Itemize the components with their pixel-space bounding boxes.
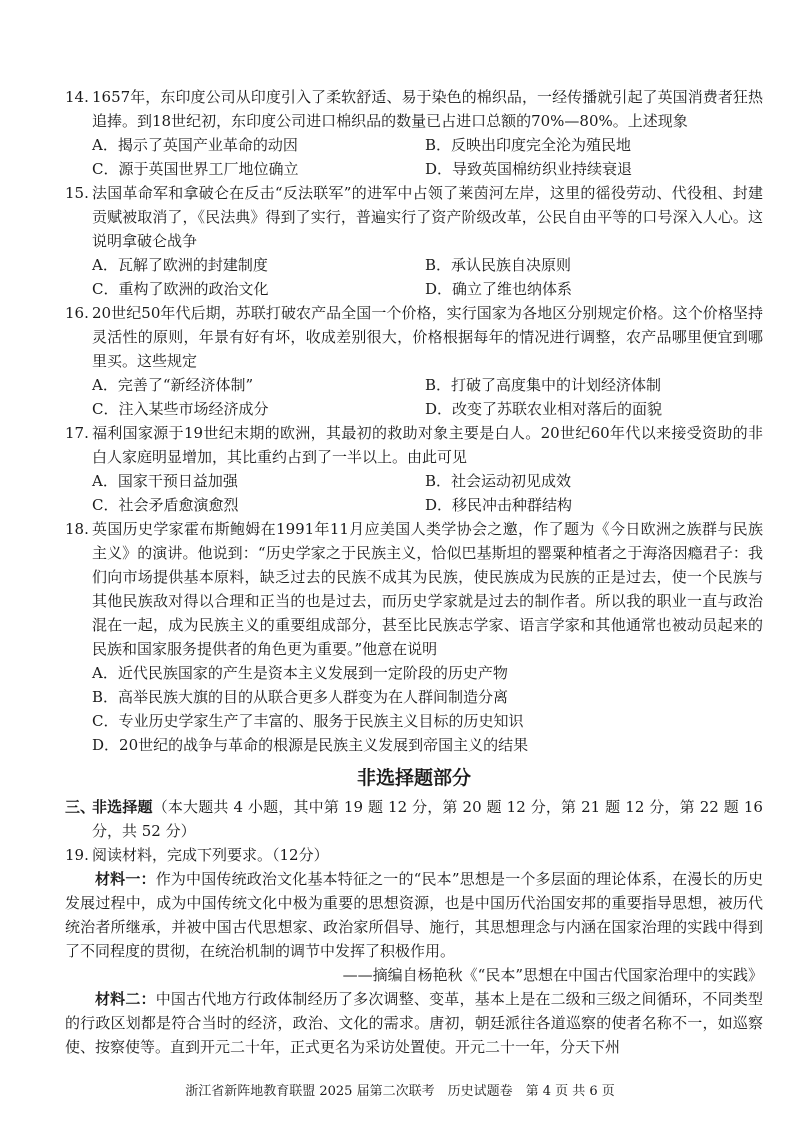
question-16 <box>65 301 763 421</box>
options <box>92 253 763 301</box>
option-b[interactable]: B．承认民族自决原则 <box>425 256 572 274</box>
option-b[interactable]: B．反映出印度完全沦为殖民地 <box>425 136 632 154</box>
question-number: 18. <box>65 520 89 538</box>
question-number: 17. <box>65 424 89 442</box>
question-number: 15. <box>65 184 89 202</box>
option-a[interactable]: A．近代民族国家的产生是资本主义发展到一定阶段的历史产物 <box>92 664 508 682</box>
material-one <box>65 867 763 963</box>
option-a[interactable]: A．国家干预日益加强 <box>92 472 238 490</box>
section-description: （本大题共 4 小题，其中第 19 题 12 分，第 20 题 12 分，第 21 题 12 分，第 22 题 16 分，共 52 分） <box>92 798 763 840</box>
question-14 <box>65 85 763 181</box>
question-text: 阅读材料，完成下列要求。（12分） <box>92 846 329 864</box>
option-c[interactable]: C．源于英国世界工厂地位确立 <box>92 160 299 178</box>
option-b[interactable]: B．社会运动初见成效 <box>425 472 572 490</box>
option-d[interactable]: D．20世纪的战争与革命的根源是民族主义发展到帝国主义的结果 <box>92 736 529 754</box>
options <box>92 469 763 517</box>
section-header <box>65 795 763 843</box>
question-17 <box>65 421 763 517</box>
option-c[interactable]: C．专业历史学家生产了丰富的、服务于民族主义目标的历史知识 <box>92 712 524 730</box>
option-d[interactable]: D．导致英国棉纺织业持续衰退 <box>425 160 633 178</box>
question-19 <box>65 843 763 867</box>
option-c[interactable]: C．重构了欧洲的政治文化 <box>92 280 269 298</box>
section-name: 非选择题 <box>92 798 153 816</box>
material-text: 作为中国传统政治文化基本特征之一的“民本”思想是一个多层面的理论体系，在漫长的历史发展过程中，成为中国传统文化中极为重要的思想资源，也是中国历代治国安邦的重要指导思想，被历代统治者所继承，并被中国古代思想家、政治家所倡导、施行，其思想理念与内涵在国家治理的实践中得到了不同程度的贯彻，在统治机制的调节中发挥了积极作用。 <box>65 870 763 960</box>
material-two <box>65 987 763 1059</box>
question-text: 英国历史学家霍布斯鲍姆在1991年11月应美国人类学协会之邀，作了题为《今日欧洲之族群与民族主义》的演讲。他说到：“历史学家之于民族主义，恰似巴基斯坦的罂粟种植者之于海洛因瘾君子：我们向市场提供基本原料，缺乏过去的民族不成其为民族，使民族成为民族的正是过去，使一个民族与其他民族敌对得以合理和正当的也是过去，而历史学家就是过去的制作者。所以我的职业一直与政治混在一起，成为民族主义的重要组成部分，甚至比民族志学家、语言学家和其他通常也被动员起来的民族和国家服务提供者的角色更为重要。”他意在说明 <box>92 520 763 658</box>
option-d[interactable]: D．移民冲击种群结构 <box>425 496 573 514</box>
section-title: 非选择题部分 <box>356 767 471 789</box>
options <box>92 661 763 757</box>
question-text: 20世纪50年代后期，苏联打破农产品全国一个价格，实行国家为各地区分别规定价格。这个价格坚持灵活性的原则，年景有好有坏，收成差别很大，价格根据每年的情况进行调整，农产品哪里便宜到哪里买。这些规定 <box>92 304 763 370</box>
option-c[interactable]: C．注入某些市场经济成分 <box>92 400 269 418</box>
question-15 <box>65 181 763 301</box>
material-label: 材料二： <box>95 990 156 1008</box>
question-text: 法国革命军和拿破仑在反击“反法联军”的进军中占领了莱茵河左岸，这里的徭役劳动、代役租、封建贡赋被取消了，《民法典》得到了实行，普遍实行了资产阶级改革，公民自由平等的口号深入人心。这说明拿破仑战争 <box>92 184 763 250</box>
multiple-choice-questions <box>65 85 763 757</box>
exam-page-content <box>65 85 763 1059</box>
question-text: 1657年，东印度公司从印度引入了柔软舒适、易于染色的棉织品，一经传播就引起了英国消费者狂热追捧。到18世纪初，东印度公司进口棉织品的数量已占进口总额的70%—80%。上述现象 <box>92 88 763 130</box>
material-label: 材料一： <box>95 870 156 888</box>
option-d[interactable]: D．改变了苏联农业相对落后的面貌 <box>425 400 663 418</box>
option-b[interactable]: B．高举民族大旗的目的从联合更多人群变为在人群间制造分离 <box>92 688 509 706</box>
option-a[interactable]: A．瓦解了欧洲的封建制度 <box>92 256 268 274</box>
question-number: 19. <box>65 846 89 864</box>
material-text: 中国古代地方行政体制经历了多次调整、变革，基本上是在二级和三级之间循环，不同类型的行政区划都是符合当时的经济，政治、文化的需求。唐初，朝廷派往各道巡察的使者名称不一，如巡察使、按察使等。直到开元二十年，正式更名为采访处置使。开元二十一年，分天下州 <box>65 990 763 1056</box>
question-18 <box>65 517 763 757</box>
options <box>92 133 763 181</box>
option-c[interactable]: C．社会矛盾愈演愈烈 <box>92 496 239 514</box>
material-source: ——摘编自杨艳秋《“民本”思想在中国古代国家治理中的实践》 <box>342 966 763 984</box>
options <box>92 373 763 421</box>
question-number: 16. <box>65 304 89 322</box>
option-a[interactable]: A．完善了“新经济体制” <box>92 376 254 394</box>
option-d[interactable]: D．确立了维也纳体系 <box>425 280 573 298</box>
option-a[interactable]: A．揭示了英国产业革命的动因 <box>92 136 298 154</box>
section-number: 三、 <box>65 798 96 816</box>
question-number: 14. <box>65 88 89 106</box>
option-b[interactable]: B．打破了高度集中的计划经济体制 <box>425 376 662 394</box>
question-text: 福利国家源于19世纪末期的欧洲，其最初的救助对象主要是白人。20世纪60年代以来接受资助的非白人家庭明显增加，其比重约占到了一半以上。由此可见 <box>92 424 763 466</box>
page-footer: 浙江省新阵地教育联盟 2025 届第二次联考 历史试题卷 第 4 页 共 6 页 <box>185 1084 615 1099</box>
